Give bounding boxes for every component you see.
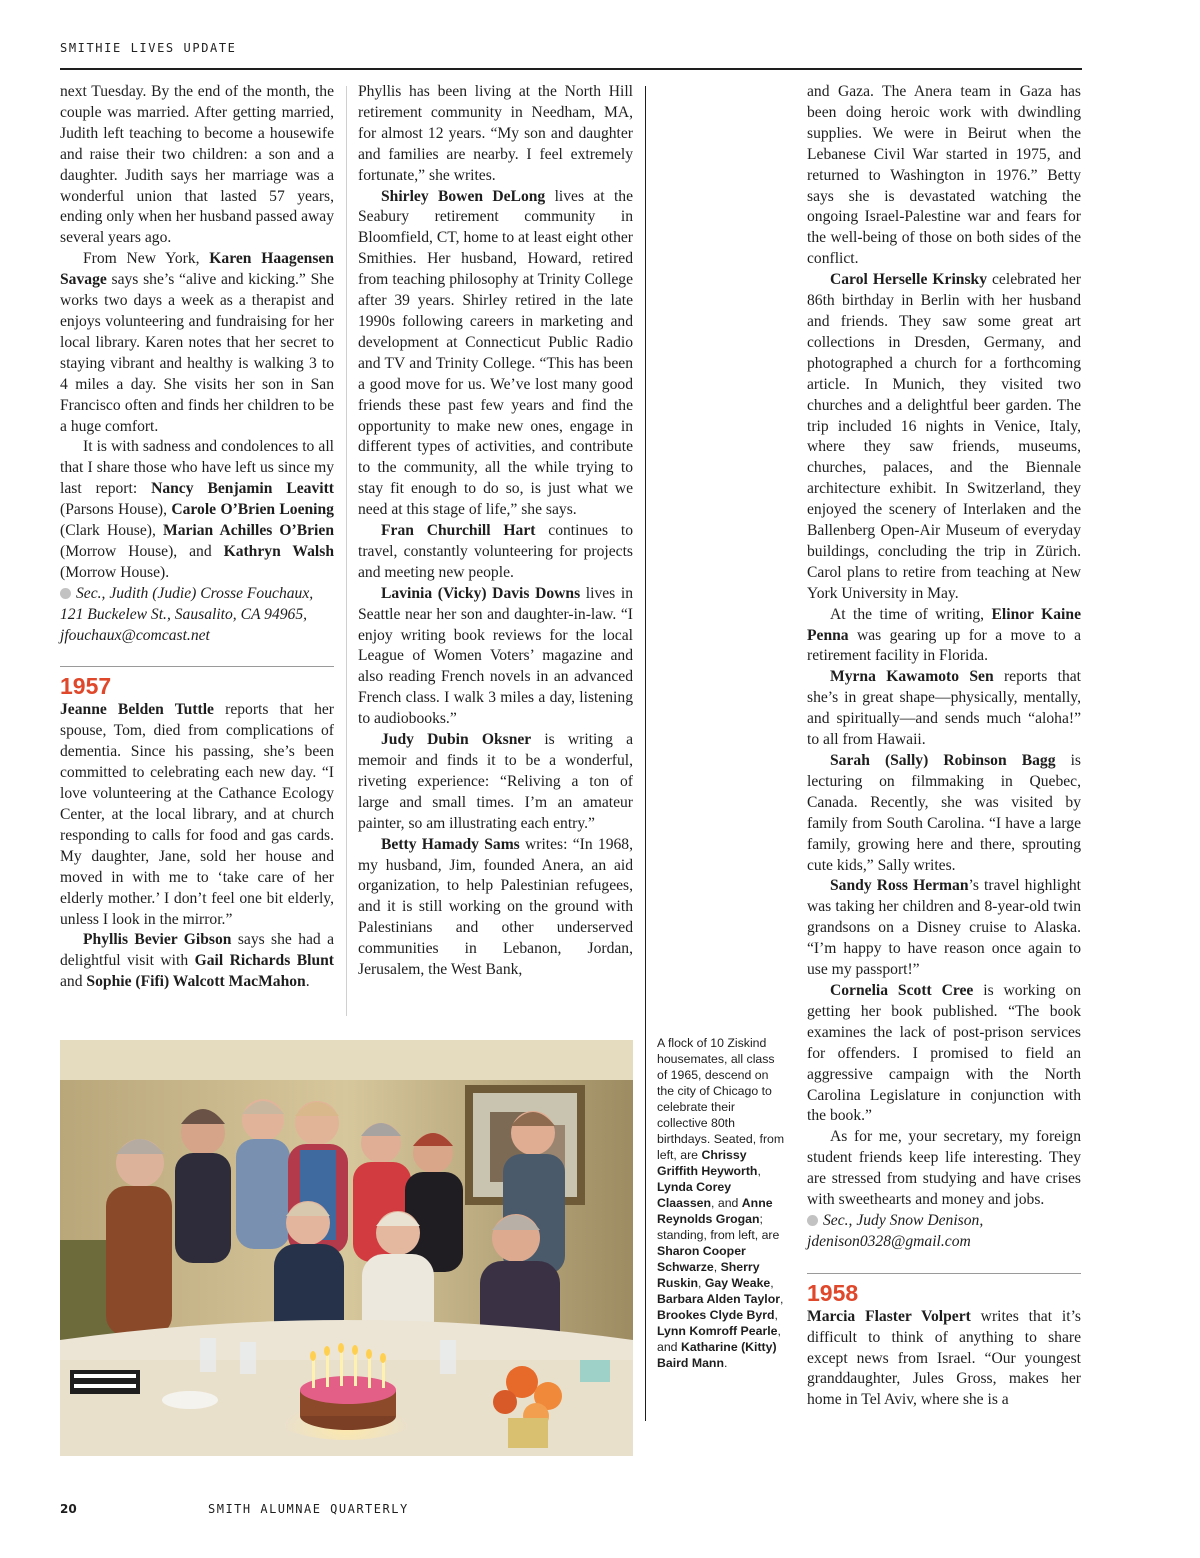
- alumna-name: Phyllis Bevier Gibson: [83, 931, 232, 949]
- header-rule: [60, 68, 1082, 70]
- bullet-dot-icon: [807, 1215, 818, 1226]
- alumna-name: Myrna Kawamoto Sen: [830, 668, 994, 686]
- alumna-name: Karen Haagensen Savage: [60, 250, 334, 289]
- paragraph: Carol Herselle Krinsky celebrated her 86th birthday in Berlin with her husband and friends. They saw some great art collections in Dresden, Germany, and photographed a church for a forthcoming article. In Munich, they visited two churches and a delightful beer garden. The trip included 16 nights in Venice, Italy, where they saw friends, museums, churches, palaces, and the Biennale architecture exhibit. In Switzerland, they enjoyed the scenery of Interlaken and the Ballenberg Open-Air Museum of everyday buildings, concluding the trip in Zürich. Carol plans to retire from teaching at New York University in May.: [807, 271, 1081, 602]
- paragraph: As for me, your secretary, my foreign student friends keep life interesting. They are stressed from studying and have crises with sweethearts and money and jobs.: [807, 1128, 1081, 1209]
- column-divider-bold: [645, 86, 646, 1421]
- secretary-contact: Sec., Judy Snow Denison, jdenison0328@gmail.com: [807, 1211, 984, 1250]
- paragraph: Jeanne Belden Tuttle reports that her spouse, Tom, died from complications of dementia. Since his passing, she’s been committed to celebrating each new day. “I love volunteering at the Cathance Ecology Center, at the local library, and at church responding to calls for food and gas cards. My daughter, Jane, sold her house and moved in with me to ‘take care of her elderly mother.’ I don’t feel one bit elderly, unless I look in the mirror.”: [60, 701, 334, 928]
- paragraph: Sandy Ross Herman’s travel highlight was taking her children and 8-year-old twin grandsons on a Disney cruise to Alaska. “I’m happy to have reason once again to use my passport!”: [807, 877, 1081, 979]
- secretary-contact: Sec., Judith (Judie) Crosse Fouchaux, 121 Buckelew St., Sausalito, CA 94965, jfouchaux@comcast.net: [60, 584, 314, 644]
- alumna-name: Judy Dubin Oksner: [381, 731, 532, 749]
- alumna-name: Carol Herselle Krinsky: [830, 271, 987, 289]
- alumna-name: Kathryn Walsh: [223, 542, 334, 560]
- column-2: [358, 82, 633, 981]
- alumna-name: Jeanne Belden Tuttle: [60, 701, 214, 719]
- alumna-name: Marcia Flaster Volpert: [807, 1307, 971, 1325]
- paragraph: Betty Hamady Sams writes: “In 1968, my husband, Jim, founded Anera, an aid organization, to help Palestinian refugees, and it is still working on the ground with Palestinians and other underserved communities in Lebanon, Jordan, Jerusalem, the West Bank,: [358, 835, 633, 979]
- group-photo-illustration: [60, 1040, 633, 1456]
- paragraph: From New York, Karen Haagensen Savage says she’s “alive and kicking.” She works two days a week as a therapist and enjoys volunteering and fundraising for her local library. Karen notes that her secret to staying vibrant and healthy is walking 3 to 4 miles a day. She visits her son in San Francisco often and finds her children to be a huge comfort.: [60, 250, 334, 435]
- section-header: SMITHIE LIVES UPDATE: [60, 41, 237, 55]
- alumna-name: Gail Richards Blunt: [194, 952, 334, 970]
- alumna-name: Cornelia Scott Cree: [830, 981, 974, 999]
- page-number: 20: [60, 1502, 77, 1516]
- paragraph: Marcia Flaster Volpert writes that it’s difficult to think of anything to share except news from Israel. “Our youngest granddaughter, Jules Gross, makes her home in Tel Aviv, where she is a: [807, 1307, 1081, 1409]
- column-3: [807, 82, 1081, 1411]
- group-photo: [60, 1040, 633, 1456]
- paragraph: Sarah (Sally) Robinson Bagg is lecturing on filmmaking in Quebec, Canada. Recently, she was visited by family from South Carolina. “I have a large family, growing here and there, sprouting cute kids,” Sally writes.: [807, 752, 1081, 874]
- class-divider: [807, 1273, 1081, 1274]
- paragraph: Shirley Bowen DeLong lives at the Seabury retirement community in Bloomfield, CT, home to at least eight other Smithies. Her husband, Howard, retired from teaching philosophy at Trinity College after 39 years. Shirley retired in the late 1990s following careers in marketing and development at Connecticut Public Radio and TV and Trinity College. “This has been a good move for us. We’ve lost many good friends these past few years and find the opportunity to make new ones, engage in different types of activities, and contribute to the community, all the while trying to stay fit enough to do so, is just what we need at this stage of life,” she says.: [358, 187, 633, 519]
- paragraph: Myrna Kawamoto Sen reports that she’s in great shape—physically, mentally, and spiritually—and sends much “aloha!” to all from Hawaii.: [807, 668, 1081, 749]
- photo-caption: A flock of 10 Ziskind housemates, all class of 1965, descend on the city of Chicago to celebrate their collective 80th birthdays. Seated, from left, are Chrissy Griffith Heyworth, Lynda Corey Claassen, and Anne Reynolds Grogan; standing, from left, are Sharon Cooper Schwarze, Sherry Ruskin, Gay Weake, Barbara Alden Taylor, Brookes Clyde Byrd, Lynn Komroff Pearle, and Katharine (Kitty) Baird Mann.: [657, 1036, 785, 1370]
- paragraph: Phyllis Bevier Gibson says she had a delightful visit with Gail Richards Blunt and Sophie (Fifi) Walcott MacMahon.: [60, 931, 334, 991]
- alumna-name: Lavinia (Vicky) Davis Downs: [381, 584, 581, 602]
- class-divider: [60, 666, 334, 667]
- paragraph: At the time of writing, Elinor Kaine Penna was gearing up for a move to a retirement facility in Florida.: [807, 605, 1081, 665]
- alumna-name: Sophie (Fifi) Walcott MacMahon: [86, 973, 306, 991]
- paragraph: Judy Dubin Oksner is writing a memoir and finds it to be a wonderful, riveting experience: “Reliving a ton of large and small times. I’m an amateur painter, so am illustrating each entry.”: [358, 731, 633, 832]
- column-divider: [346, 86, 347, 1016]
- bullet-dot-icon: [60, 588, 71, 599]
- class-year-heading: 1958: [807, 1279, 859, 1306]
- column-1: [60, 82, 334, 993]
- alumna-name: Betty Hamady Sams: [381, 835, 520, 853]
- alumna-name: Sandy Ross Herman: [830, 877, 969, 895]
- paragraph: next Tuesday. By the end of the month, the couple was married. After getting married, Judith left teaching to become a housewife and raise their two children: a son and a daughter. Judith says her marriage was a wonderful union that lasted 57 years, ending only when her husband passed away several years ago.: [60, 83, 334, 247]
- alumna-name: Nancy Benjamin Leavitt: [151, 480, 334, 498]
- paragraph: Fran Churchill Hart continues to travel, constantly volunteering for projects and meeting new people.: [358, 522, 633, 581]
- alumna-name: Sarah (Sally) Robinson Bagg: [830, 752, 1056, 769]
- publication-title: SMITH ALUMNAE QUARTERLY: [208, 1502, 409, 1516]
- paragraph: Phyllis has been living at the North Hill retirement community in Needham, MA, for almost 12 years. “My son and daughter and families are nearby. I feel extremely fortunate,” she writes.: [358, 83, 633, 184]
- paragraph: Cornelia Scott Cree is working on getting her book published. “The book examines the lack of post-prison services for offenders. I promised to field an aggressive campaign with the North Carolina Legislature in conjunction with the book.”: [807, 981, 1081, 1125]
- alumna-name: Fran Churchill Hart: [381, 522, 536, 540]
- paragraph: It is with sadness and condolences to all that I share those who have left us since my last report: Nancy Benjamin Leavitt (Parsons House), Carole O’Brien Loening (Clark House), Marian Achilles O’Brien (Morrow House), and Kathryn Walsh (Morrow House).: [60, 438, 334, 581]
- class-year-heading: 1957: [60, 673, 112, 700]
- paragraph: Lavinia (Vicky) Davis Downs lives in Seattle near her son and daughter-in-law. “I enjoy writing book reviews for the local League of Women Voters’ magazine and also reading French novels in an advanced French class. I walk 3 miles a day, listening to audiobooks.”: [358, 584, 633, 728]
- alumna-name: Carole O’Brien Loening: [171, 501, 334, 519]
- alumna-name: Marian Achilles O’Brien: [162, 522, 334, 540]
- alumna-name: Shirley Bowen DeLong: [381, 187, 546, 205]
- alumna-name: Elinor Kaine Penna: [807, 605, 1081, 644]
- paragraph: and Gaza. The Anera team in Gaza has been doing heroic work with dwindling supplies. We were in Beirut when the Lebanese Civil War started in 1975, and returned to Washington in 1976.” Betty says she is devastated watching the ongoing Israel-Palestine war and fears for the well-being of those on both sides of the conflict.: [807, 83, 1081, 268]
